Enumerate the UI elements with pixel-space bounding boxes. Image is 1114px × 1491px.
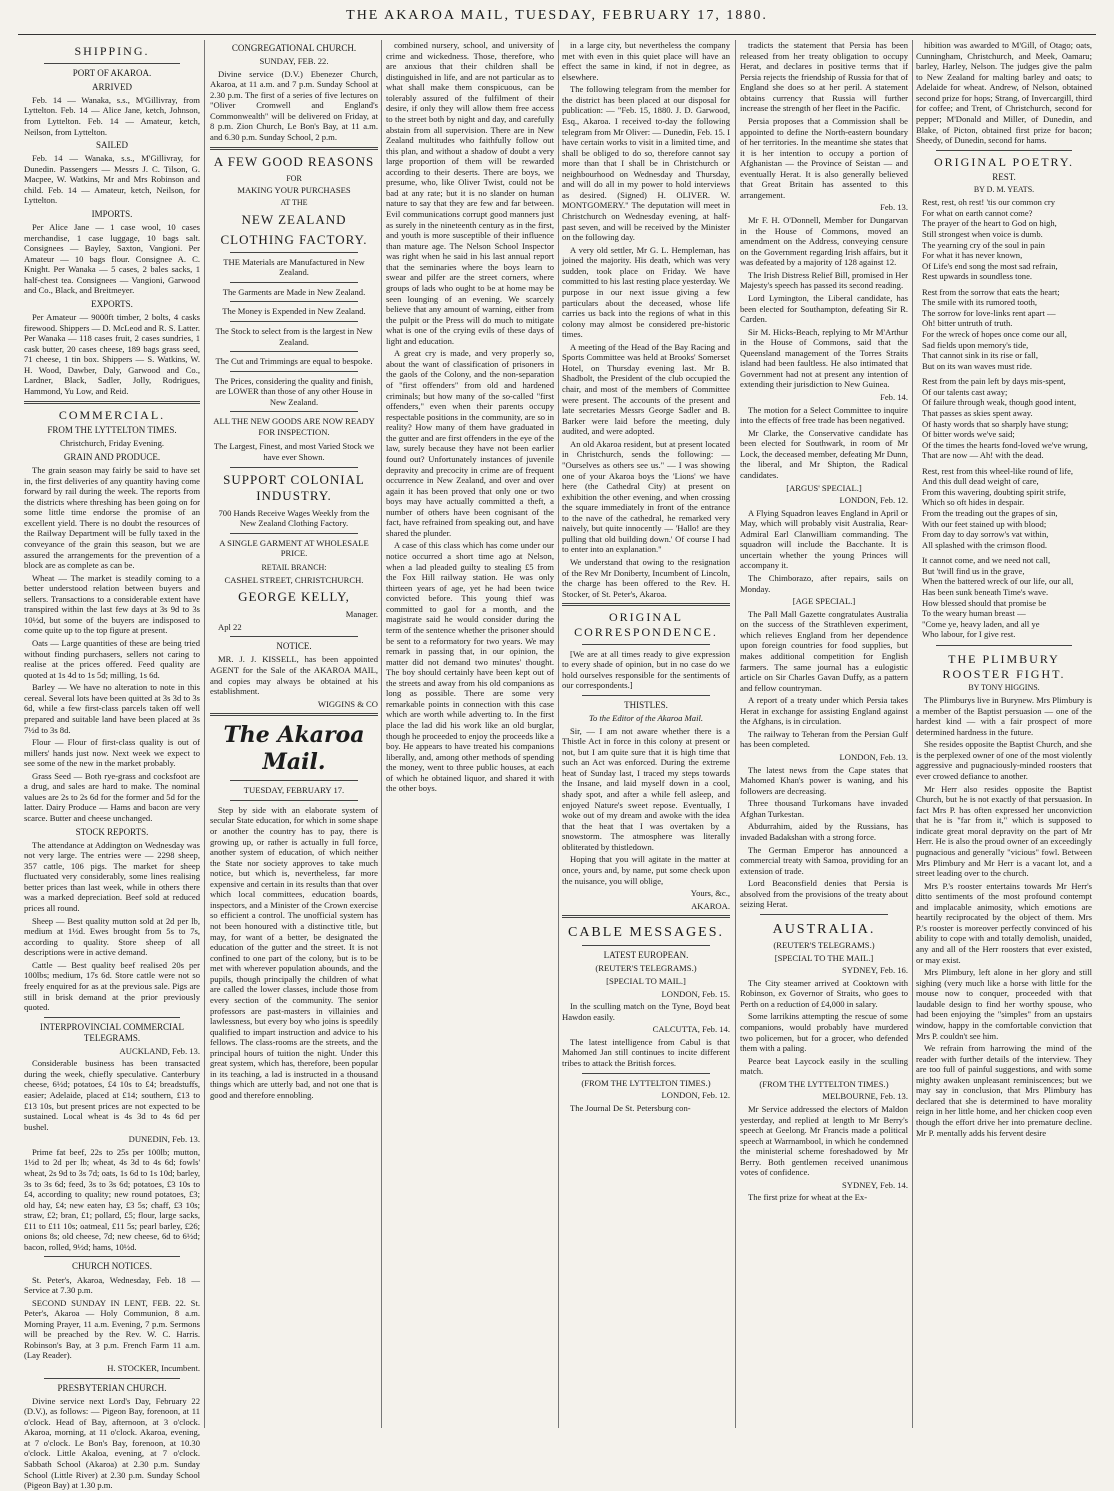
cable-item: Sir M. Hicks-Beach, replying to Mr M'Arthur in the House of Commons, said that the Queensland management of the Torres Straits island had been faultless. He also intimated that Government had not at present any intention of extending their jurisdiction to New Guinea. xyxy=(740,326,908,390)
sailed-text: Feb. 14 — Wanaka, s.s., M'Gillivray, for Dunedin. Passengers — Messrs J. C. Tilson, G. Macpee, W. Watkins, Mr and Mrs Robinson and child. Feb. 14 — Amateur, ketch, Neilson, for Lyttelton. xyxy=(24,153,200,206)
dateline: LONDON, Feb. 13. xyxy=(839,752,908,762)
dateline: MELBOURNE, Feb. 13. xyxy=(822,1091,908,1102)
ad-line: AT THE xyxy=(280,197,308,207)
paper-nameplate: The Akaroa Mail. xyxy=(223,722,365,776)
column-divider xyxy=(735,40,736,1428)
poem-line: Of hasty words that so sharply have stung; xyxy=(922,418,1069,429)
column-6 xyxy=(916,40,1092,1428)
cable-item: The motion for a Select Committee to inquire into the effects of free trade has been negatived. xyxy=(740,404,908,426)
masthead-rule xyxy=(18,34,1096,35)
poem-line: For the wreck of hopes once come our all, xyxy=(922,329,1067,340)
dateline: SUNDAY, FEB. 22. xyxy=(259,56,329,67)
church-signature: H. STOCKER, Incumbent. xyxy=(107,1363,200,1373)
ad-line: FOR xyxy=(286,173,302,183)
source-line: (FROM THE LYTTELTON TIMES.) xyxy=(759,1078,889,1089)
divider xyxy=(210,147,378,150)
letter-signature: Yours, &c., xyxy=(690,888,730,899)
intercol-heading: INTERPROVINCIAL COMMERCIAL TELEGRAMS. xyxy=(40,1021,184,1043)
ad-headline: A FEW GOOD REASONS xyxy=(213,153,375,169)
ad-line: Apl 22 xyxy=(218,621,242,632)
cattle-text: Cattle — Best quality beef realised 20s per 100lbs; medium, 17s 6d. Store cattle were not so freely enquired for as at the previous sale. Pigs are still in brisk demand at the prior previously quoted. xyxy=(24,959,200,1013)
story-text: The Plimburys live in Burynew. Mrs Plimbury is a member of the Baptist persuasion — one of the hardest kind — with a fair prospect of more determined hardness in the future. xyxy=(916,695,1092,737)
dateline: SYDNEY, Feb. 16. xyxy=(842,965,908,976)
cable-item: The Chimborazo, after repairs, sails on Monday. xyxy=(740,573,908,594)
cable-item: Some larrikins attempting the rescue of some companions, would probably have murdered two policemen, but for a grocer, who defended them with a paling. xyxy=(740,1011,908,1054)
poem-stanza xyxy=(916,197,1092,282)
poem-body xyxy=(916,197,1092,640)
correspondence-heading: ORIGINAL CORRESPONDENCE. xyxy=(574,610,718,639)
poem-line: That are now — Ah! with the dead. xyxy=(922,450,1044,461)
auckland-text: Considerable business has been transacted during the week, chiefly speculative. Canterbury cheese, 6½d; potatoes, £4 10s to £4; breadstuffs, easier; Adelaide, placed at £14; southern, £13 to £13 10s, but present prices are not expected to be sustained. Local wheat is 4s 3d to 4s 6d per bushel. xyxy=(24,1058,200,1132)
poem-line: Rest upwards in soundless tone. xyxy=(922,271,1033,282)
cable-item: tradicts the statement that Persia has been released from her treaty obligation to occupy Herat, and declares in positive terms that if Persia rejects the friendship of Russia for that of England she does so at her peril. A statement obtains currency that Russia will further increase the strength of her fleet in the Pacific. xyxy=(740,40,908,114)
divider xyxy=(210,713,378,716)
cable-item: The Irish Distress Relief Bill, promised in Her Majesty's speech has passed its second reading. xyxy=(740,269,908,291)
cable-item: Lord Lymington, the Liberal candidate, has been elected for Southampton, defeating Sir R. Carden. xyxy=(740,292,908,325)
poem-stanza xyxy=(916,287,1092,372)
cable-item: Mr Service addressed the electors of Maldon yesterday, and replied at length to Mr Berry's speech at Geelong. Mr Francis made a political speech at Warrnambool, in which he condemned the ministerial scheme foreshadowed by Mr Berry. Both gentlemen received unanimous votes of confidence. xyxy=(740,1103,908,1178)
dateline: LONDON, Feb. 12. xyxy=(839,495,908,506)
dateline: LONDON, Feb. 12. xyxy=(661,1090,730,1101)
arrived-heading: ARRIVED xyxy=(92,81,132,92)
divider xyxy=(936,645,1072,646)
notice-text: MR. J. J. KISSELL, has been appointed AGENT for the Sale of the AKAROA MAIL, and copies may always be obtained at his establishment. xyxy=(210,654,378,697)
poem-line: Of bitter words we've said; xyxy=(922,429,1015,440)
cable-item: Mr Clarke, the Conservative candidate has been elected for Southwark, in room of Mr Lock, the deceased member, defeating Mr Dunn, the liberal, and Mr Shipton, the Radical candidates. xyxy=(740,427,908,480)
ad-headline: NEW ZEALAND xyxy=(241,211,347,227)
notice-signature: WIGGINS & CO xyxy=(317,698,378,709)
poem-title: REST. xyxy=(992,172,1016,183)
news-item: A very old settler, Mr G. L. Hempleman, has joined the majority. His death, which was very sudden, took place on Friday. We have committed to his last resting place yesterday. We purpose in our next issue giving a few particulars about the deceased, whose life carries us back into the regions of what in this colony may almost be considered pre-historic times. xyxy=(562,244,730,340)
poem-line: To the weary human breast — xyxy=(922,608,1026,619)
cable-item: The Pall Mall Gazette congratulates Australia on the success of the Strathleven experiment, which relieves England from her dependence upon foreign countries for food supplies, but makes additional competition for English farmers. The same journal has a eulogistic article on Sir Charles Gavan Duffy, as a pattern and fellow countryman. xyxy=(740,608,908,693)
dateline: Christchurch, Friday Evening. xyxy=(59,438,165,449)
ad-headline: SUPPORT COLONIAL INDUSTRY. xyxy=(223,471,365,503)
ad-reason: The Cut and Trimmings are equal to bespoke. xyxy=(215,356,373,367)
poem-line: But on its wan waves must ride. xyxy=(922,360,1033,371)
letter-salutation: To the Editor of the Akaroa Mail. xyxy=(588,713,704,724)
poem-line: All splashed with the crimson flood. xyxy=(922,539,1048,550)
sheep-text: Sheep — Best quality mutton sold at 2d per lb, medium at 1½d. Ewes brought from 5s to 7s, according to quality. Store sheep of all descriptions were in active demand. xyxy=(24,915,200,958)
divider xyxy=(582,695,710,696)
poem-line: Who labour, for I give rest. xyxy=(922,629,1016,640)
cable-item: The Journal De St. Petersburg con- xyxy=(570,1102,691,1113)
cable-item: Lord Beaconsfield denies that Persia is absolved from the provisions of the treaty about seizing Herat. xyxy=(740,878,908,910)
poem-line: The yearning cry of the soul in pain xyxy=(922,239,1045,250)
cable-item: Mr F. H. O'Donnell, Member for Dungarvan in the House of Commons, moved an amendment on the Address, conveying censure on the Government regarding Irish affairs, but it was defeated by a majority of 128 against 12. xyxy=(740,215,908,268)
column-divider xyxy=(912,40,913,1428)
exports-text: Per Amateur — 9000ft timber, 2 bolts, 4 casks firewood. Shippers — D. McLeod and R. S. Latter. Per Wanaka — 118 cases fruit, 2 cases sundries, 1 cask butter, 20 cases cheese, 189 bags grass seed, 71 cheese, 1 tin box. Shippers — S. Watkins, W. H. Wood, Dawber, Daly, Garwood and Co., Lardner, Black, Sadler, Jolly, Rodrigues, Hammond, Yu Low, and Reid. xyxy=(24,312,200,396)
flour-text: Flour — Flour of first-class quality is out of millers' hands just now. Next week we expect to see some of the new in the market probably. xyxy=(24,737,200,769)
news-item: The following telegram from the member for the district has been placed at our disposal for publication: — "Feb. 15, 1880. J. D. Garwood, Esq., Akaroa. I received to-day the following telegram from Mr Oliver: — Dunedin, Feb. 15. I have certain works to visit in a limited time, and shall be obliged to do so, therefore cannot say more than that I shall be in Christchurch or neighbourhood on Wednesday and Thursday, and will do all in my power to hold interviews as desired. (Signed) H. OLIVER. W. MONTGOMERY." The deputation will meet in Christchurch on Wednesday evening, at half-past seven, and will be received by the Minister on the following day. xyxy=(562,84,730,243)
poem-line: From this wavering, doubting spirit strife, xyxy=(922,486,1066,497)
divider xyxy=(230,301,358,302)
poem-line: Of our talents cast away; xyxy=(922,386,1008,397)
ad-reason: ALL THE NEW GOODS ARE NOW READY FOR INSPECTION. xyxy=(213,416,375,437)
poetry-heading: ORIGINAL POETRY. xyxy=(933,154,1074,169)
divider xyxy=(44,1378,180,1379)
exports-heading: EXPORTS. xyxy=(91,299,133,309)
divider xyxy=(562,603,730,606)
letter-text: Hoping that you will agitate in the matter at once, yours and, by name, put some check upon the nuisance, you will oblige, xyxy=(562,854,730,886)
news-item: in a large city, but nevertheless the company met with even in this quiet place will have an effect the same in kind, if not in degree, as elsewhere. xyxy=(562,40,730,82)
news-item: A meeting of the Head of the Bay Racing and Sports Committee was held at Brooks' Somerset Hotel, on Thursday evening last. Mr B. Shadbolt, the President of the club occupied the chair, and most of the members of Committee were present. The accounts of the present and late secretaries Messrs George Sadler and B. Barker were laid before the meeting, duly audited, and were adopted. xyxy=(562,341,730,437)
divider xyxy=(230,467,358,468)
arrived-text: Feb. 14 — Wanaka, s.s., M'Gillivray, from Lyttelton. Feb. 14 — Alice Jane, ketch, Johnson, from Lyttelton. Feb. 14 — Amateur, ketch, Neilson, from Lyttelton. xyxy=(24,94,200,137)
poem-line: Rest from the pain left by days mis-spent, xyxy=(922,376,1066,387)
poem-line: The prayer of the heart to God on high, xyxy=(922,218,1057,229)
imports-heading: IMPORTS. xyxy=(91,209,133,219)
poem-line: When the battered wreck of our life, our all, xyxy=(922,576,1074,587)
divider xyxy=(230,321,358,322)
column-divider xyxy=(204,40,205,1428)
poem-line: That cannot sink in its rise or fall, xyxy=(922,350,1038,361)
source-line: [AGE SPECIAL.] xyxy=(792,596,856,607)
source-line: [SPECIAL TO THE MAIL.] xyxy=(774,952,874,963)
australia-heading: AUSTRALIA. xyxy=(772,921,876,937)
cable-item: hibition was awarded to M'Gill, of Otago; oats, Cunningham, Christchurch, and Meek, Oamaru; barley, Harley, Nelson. The judges give the palm to New Zealand for malting barley and oats; to Adelaide for wheat. Andrew, of Nelson, obtained second prize for hops; Strang, of Invercargill, third for coffee; and Trent, of Christchurch, second for pepper; M'Donald and Miller, of Dunedin, and Blake, of Picton, obtained first prize for bacon; Sheedy, of Dunedin, second for hams. xyxy=(916,40,1092,146)
divider xyxy=(230,351,358,352)
dunedin-text: Prime fat beef, 22s to 25s per 100lb; mutton, 1½d to 2d per lb; wheat, 4s 3d to 4s 6d; fowls' wheat, 2s 9d to 3s 7d; oats, 1s 6d to 1s 10d; barley, 3s to 3s 6d; feed, 3s to 3s 6d; potatoes, £3 10s to £4, according to quality; new round potatoes, £3; old hay, £4; new eaten hay, £3 5s; chaff, £3 10s; straw, £2; bran, £1; pollard, £5; flour, large sacks, £11 to £11 10s; oatmeal, £11 5s; pearl barley, £26; onions 8s; old cheese, 7d; new cheese, 6d to 6½d; bacon, rolled, 9½d; hams, 10½d. xyxy=(24,1146,200,1252)
ad-reason: The Stock to select from is the largest in New Zealand. xyxy=(215,325,373,347)
poem-line: Still strongest when voice is dumb. xyxy=(922,228,1043,239)
story-text: Mr Herr also resides opposite the Baptist Church, but he is not exactly of that persuasion. In fact Mrs P. has often expressed her unconviction that he is "far from it," which is supposed to indicate great moral depravity on the part of Mr Herr. He is also the proud owner of an exceedingly pugnacious and generally "vicious" fowl. Between Mrs Plimbury and Mr Herr is a vacant lot, and a street leading over to the church. xyxy=(916,783,1092,879)
source-line: (REUTER'S TELEGRAMS.) xyxy=(773,940,875,951)
poem-line: "Come ye, heavy laden, and all ye xyxy=(922,618,1040,629)
cable-item: The latest news from the Cape states that Mahomed Khan's power is waning, and his followers are decreasing. xyxy=(740,764,908,796)
ad-reason: The Largest, Finest, and most Varied Stock we have ever Shown. xyxy=(213,441,375,463)
poem-line: That passes as skies spent away. xyxy=(922,407,1033,418)
disclaimer: [We are at all times ready to give expression to every shade of opinion, but in no case do we hold ourselves responsible for the sentiments of our correspondents.] xyxy=(562,648,730,691)
column-1 xyxy=(24,40,200,1491)
divider xyxy=(44,1256,180,1257)
column-3 xyxy=(386,40,554,1428)
news-item: An old Akaroa resident, but at present located in Christchurch, sends the following: — "Ourselves as others see us." — I was showing one of your Akaroa boys the 'Lions' we have here (the Cathedral City) at present on exhibition the other evening, and when crossing the square immediately in front of the entrance to the nave of the cathedral, he remarked very naively, but quite innocently — 'Hallo! are they pulling that old building down.' Of course I had to enter into an explanation." xyxy=(562,438,730,555)
grass-text: Grass Seed — Both rye-grass and cocksfoot are a drug, and sales are hard to make. The nominal values are 2s to 2s 6d for the former and 5d for the latter. Dairy Produce — Hams and bacon are very scarce. Butter and cheese unchanged. xyxy=(24,770,200,823)
barley-text: Barley — We have no alteration to note in this cereal. Several lots have been quitted at 3s 3d to 3s 6d, while a few first-class parcels taken off well prepared and suitable land have been placed at 3s 7½d to 3s 8d. xyxy=(24,682,200,735)
column-divider xyxy=(558,40,559,1428)
letter-heading: THISTLES. xyxy=(624,700,668,710)
column-divider xyxy=(381,40,382,1428)
letter-signature: AKAROA. xyxy=(691,900,730,911)
port-heading: PORT OF AKAROA. xyxy=(72,67,152,78)
source-line: FROM THE LYTTELTON TIMES. xyxy=(47,425,177,436)
poem-line: For what it has never known, xyxy=(922,250,1023,261)
stock-text: The attendance at Addington on Wednesday was not very large. The entries were — 2298 sheep, 357 cattle, 106 pigs. The market for sheep fluctuated very considerably, some lines realising better prices than last week, while in others there was a marked depreciation. Beef sold at reduced prices all round. xyxy=(24,839,200,913)
divider xyxy=(562,915,730,918)
subheading: LATEST EUROPEAN. xyxy=(603,950,689,961)
source-line: (FROM THE LYTTELTON TIMES.) xyxy=(581,1077,711,1088)
story-author: BY TONY HIGGINS. xyxy=(968,683,1040,693)
church-heading: CHURCH NOTICES. xyxy=(71,1261,152,1272)
story-text: We refrain from harrowing the mind of the reader with further details of the interview. They are too full of painful suggestions, and with some mighty awaken unpleasant reminiscences; but we may say in conclusion, that Mrs Plimbury has declared that she is determined to have morality reign in her little home, and her chicken coop even though the effort drive her into premature decline. Mr P. mentally adds his fervent desire xyxy=(916,1043,1092,1138)
editorial-text: A case of this class which has come under our notice occurred a short time ago at Nelson, when a lad pleaded guilty to stealing £5 from the Fox Hill railway station. He was only thirteen years of age, yet he had been twice convicted before. This young thief was committed to gaol for a month, and the magistrate said he would consider during the term of the sentence whether the prisoner should be sent to a reformatory for two years. We may remark in passing that, in our opinion, the matter did not demand two minutes' thought. The boy should certainly have been kept out of the streets and away from his old companions as long as possible. There are some very remarkable points in connection with this case which are worth while adverting to. In the first place the lad did his work like an old burglar, though he proceeded to enjoy the proceeds like a boy. He appears to have treated his companions liberally, and, among other methods of spending the money, went to three public houses, at each of which he obtained liquor, and shared it with the other boys. xyxy=(386,540,554,794)
letter-text: Sir, — I am not aware whether there is a Thistle Act in force in this colony at present or not, but I am quite sure that it is high time that such an Act was enforced. During the extreme heat of Sunday last, I traced my steps towards the Insane, and laid myself down in a cool, shady spot, and after a while fell asleep, and enjoyed Nature's sweet repose. Eventually, I woke out of my dream and awoke with the idea that the heat that I was overtaken by a snowstorm. The atmosphere was literally obliterated by thistledown. xyxy=(562,725,730,852)
ad-reason: 700 Hands Receive Wages Weekly from the New Zealand Clothing Factory. xyxy=(218,507,370,529)
divider xyxy=(230,636,358,637)
ad-headline: CLOTHING FACTORY. xyxy=(220,231,368,247)
paper-date: TUESDAY, FEBRUARY 17. xyxy=(243,785,345,796)
poem-line: Rest, rest, oh rest! 'tis our common cry xyxy=(922,197,1056,208)
cong-heading: CONGREGATIONAL CHURCH. xyxy=(231,43,357,53)
ad-reason: A SINGLE GARMENT AT WHOLESALE PRICE. xyxy=(219,537,369,559)
dateline: Feb. 14. xyxy=(880,392,908,402)
story-heading: THE PLIMBURY ROOSTER FIGHT. xyxy=(942,651,1066,681)
divider xyxy=(44,63,180,64)
dateline: AUCKLAND, Feb. 13. xyxy=(119,1045,200,1056)
divider xyxy=(936,150,1072,151)
dateline: Feb. 13. xyxy=(880,202,908,213)
poem-line: How blessed should that promise be xyxy=(922,597,1047,608)
divider xyxy=(44,1017,180,1018)
story-text: Mrs P.'s rooster entertains towards Mr Herr's ditto sentiments of the most profound contempt and implacable animosity, which emotions are heartily reciprocated by the object of them. Mrs P.'s rooster is moreover perfectly convinced of his ability to cope with and totally demolish, unaided, any and all of the Herr roosters that ever existed, or may exist. xyxy=(916,880,1092,965)
divider xyxy=(582,945,710,946)
divider xyxy=(582,1073,710,1074)
divider xyxy=(230,533,358,534)
divider xyxy=(230,282,358,283)
poem-stanza xyxy=(916,555,1092,640)
poem-line: Sad fields upon memory's tide, xyxy=(922,339,1029,350)
story-text: Mrs Plimbury, left alone in her glory and still sighing (very much like a horse with little for the mouse now to conquer, proceeded with that laudable design to find her worthy spouse, who had been enjoying the "simples" from an upstairs window, happy in the comfortable conviction that Mrs P. couldn't see him. xyxy=(916,967,1092,1041)
editorial-text: combined nursery, school, and university of crime and wickedness. Those, therefore, who are anxious that their children shall be distinguished in life, and are not particular as to what shall make them conspicuous, can be tolerably assured of the fulfilment of their desire, if only they will allow them free access to the street both by night and day, and carefully abstain from all supervision. There are in New Zealand multitudes who faithfully follow out this plan, and without a shadow of doubt a very large proportion of them will be rewarded according to their deserts. There are boys, we presume, who, like Oliver Twist, could not be bad at any rate; but it is no slander on human nature to say that they are few and far between. Evil communications corrupt good manners just as surely in the nineteenth century as in the first, and youth is more susceptible of their influence than mature age. The Nelson School Inspector was right when he said in his last annual report that the seminaries where the boys learn to swear and pilfer are the street corners, where groups of lads who ought to be at home may be seen lounging of an evening. We scarcely believe that any amount of warning, either from the pulpit or the Press will do much to mitigate what is one of the crying evils of these days of light and education. xyxy=(386,40,554,346)
notice-heading: NOTICE. xyxy=(276,641,312,652)
poem-line: Oh! bitter untruth of truth. xyxy=(922,318,1013,329)
masthead: THE AKAROA MAIL, TUESDAY, FEBRUARY 17, 1880. xyxy=(346,8,768,23)
cable-item: A report of a treaty under which Persia takes Herat in exchange for assisting England against the Afghans, is in circulation. xyxy=(740,695,908,727)
divider xyxy=(24,401,200,404)
divider xyxy=(230,411,358,412)
cable-item: The railway to Teheran from the Persian Gulf has been completed. xyxy=(740,728,908,750)
cable-item: The City steamer arrived at Cooktown with Robinson, ex Governor of Straits, who goes to Perth on a reduction of £4,000 in salary. xyxy=(740,977,908,1009)
wheat-text: Wheat — The market is steadily coming to a better understood relation between buyers and sellers. Transactions to a considerable extent have transpired within the last few days at 3s 9d to 3s 10½d, but some of the buyers are indisposed to come quite up to the top figure at present. xyxy=(24,572,200,636)
poem-stanza xyxy=(916,376,1092,461)
ad-reason: The Garments are Made in New Zealand. xyxy=(222,286,366,297)
poem-line: It cannot come, and we need not call, xyxy=(922,555,1051,566)
grain-text: The grain season may fairly be said to have set in, the first deliveries of any quantity having come forward by rail during the week. The reports from the districts where threshing has been going on for some little time endorse the promise of an excellent yield. There is no doubt the resources of the Railway Department will be fully taxed in the conveyance of the grain this season, but we are assured the arrangements for the prevention of a block are as complete as can be. xyxy=(24,465,200,571)
ad-reason: The Prices, considering the quality and finish, are LOWER than those of any other House in New Zealand. xyxy=(215,375,373,407)
presby-text: Divine service next Lord's Day, February 22 (D.V.), as follows: — Pigeon Bay, forenoon, at 11 o'clock. Head of Bay, afternoon, at 3 o'clock. Akaroa, morning, at 11 o'clock. Akaroa, evening, at 7 o'clock. Le Bon's Bay, forenoon, at 10.30 o'clock. Little Akaloa, evening, at 7 o'clock. Sabbath School (Akaroa) at 2.30 p.m. Sunday School (Little River) at 2.30 p.m. Sunday School (Pigeon Bay) at 1.30 p.m. xyxy=(24,1395,200,1491)
dateline: CALCUTTA, Feb. 14. xyxy=(652,1024,730,1035)
poem-line: Has been sunk beneath Time's wave. xyxy=(922,586,1049,597)
dateline: DUNEDIN, Feb. 13. xyxy=(128,1134,200,1145)
column-4 xyxy=(562,40,730,1428)
poem-line: Of Life's end song the most sad refrain, xyxy=(922,260,1058,271)
column-2 xyxy=(210,40,378,1428)
poem-line: From day to day sorrow's vat within, xyxy=(922,529,1049,540)
cong-text: Divine service (D.V.) Ebenezer Church, Akaroa, at 11 a.m. and 7 p.m. Sunday School at 2.30 p.m. The first of a series of five lectures on "Oliver Cromwell and England's Commonwealth" will be delivered on Friday, at 8 p.m. Zion Church, Le Bon's Bay, at 11 a.m. and 6.30 p.m. Sunday School, 2 p.m. xyxy=(210,68,378,142)
ad-line: Manager. xyxy=(345,609,378,620)
news-item: We understand that owing to the resignation of the Rev Mr Doniberty, Incumbent of Lincoln, the charge has been offered to the Rev. H. Stocker, of St. Peter's, Akaroa. xyxy=(562,557,730,599)
poem-line: And this dull dead weight of care, xyxy=(922,476,1039,487)
ad-line: RETAIL BRANCH: xyxy=(261,562,327,572)
cable-item: The first prize for wheat at the Ex- xyxy=(748,1192,868,1203)
divider xyxy=(230,371,358,372)
divider xyxy=(230,252,358,253)
source-line: (REUTER'S TELEGRAMS.) xyxy=(595,963,697,974)
source-line: [SPECIAL TO MAIL.] xyxy=(606,976,686,987)
source-line: [ARGUS' SPECIAL.] xyxy=(786,482,862,493)
poem-line: Of the times the hearts fond-loved we've wrung, xyxy=(922,439,1088,450)
ad-line: CASHEL STREET, CHRISTCHURCH. xyxy=(224,574,364,585)
oats-text: Oats — Large quantities of these are being tried without finding purchasers, sellers not caring to realise at the prices offered. Feed quality are quoted at 1s 4d to 1s 5d; milling, 1s 6d. xyxy=(24,638,200,680)
poem-line: Rest, rest from this wheel-like round of life, xyxy=(922,465,1074,476)
cable-item: Persia proposes that a Commission shall be appointed to define the North-eastern boundary of her territories. In the meantime she states that it is her intention to occupy a portion of Afghanistan — the Province of Seistan — and eventually Herat. It is also generally believed that Great Britain has assented to this arrangement. xyxy=(740,115,908,200)
shipping-heading: SHIPPING. xyxy=(74,44,150,58)
poem-stanza xyxy=(916,466,1092,551)
poem-line: Rest from the sorrow that eats the heart; xyxy=(922,286,1060,297)
ad-line: MAKING YOUR PURCHASES xyxy=(237,185,351,196)
dateline: LONDON, Feb. 15. xyxy=(661,988,730,999)
divider xyxy=(582,644,710,645)
poem-line: But 'twill find us in the grave, xyxy=(922,565,1025,576)
divider xyxy=(230,800,358,801)
cable-item: Abdurrahim, aided by the Russians, has invaded Badakshan with a strong force. xyxy=(740,821,908,842)
ad-reason: THE Materials are Manufactured in New Zealand. xyxy=(223,256,365,278)
editorial-text: A great cry is made, and very properly so, about the want of classification of prisoners in the gaols of the Colony, and the non-separation of "first offenders" from old and hardened criminals; but how many of the so-called "first offenders," even when their parents occupy respectable positions in the community, are so in reality? How many of them have graduated in the gutter and are first offenders in the eye of the law, surely because they have not been earlier found out? Unfortunately instances of juvenile depravity and precocity in crime are of frequent occurrence in New Zealand, and over and over again it has been proved that only one or two boys may have actually committed a theft, a number of others have been cognisant of the fact, have refrained from speaking out, and have shared the plunder. xyxy=(386,348,554,538)
editorial-text: Step by side with an elaborate system of secular State education, for which in some shape or another the country has to pay, there is growing up, or rather is actually in full force, another system of education, of which neither the State nor society approves to take much notice, but which is, nevertheless, far more expensive and certain in its results than that over which local committees, education boards, inspectors, and a Minister of the Crown exercise so efficient a control. The unofficial system has not been honoured with a distinctive title, but may, for want of a better, be designated the education of the gutter and the street. It is not confined to one part of the colony, but is to be met with wherever population abounds, and the pupils, though principally the children of what are called the lower classes, include those from every section of the community. The senior professors are past-masters in villainies and lawlessness, but every boy who joins is speedily qualified to impart instruction and advice to his fellows. The class-rooms are the streets, and the principal hours of tuition the night. Under this great system, which has, therefore, been popular in its teaching, a lad is instructed in a thousand things which are utterly bad, and not one that is good and therefore ennobling. xyxy=(210,804,378,1101)
cable-heading: CABLE MESSAGES. xyxy=(567,925,725,941)
ad-headline: GEORGE KELLY, xyxy=(238,589,350,605)
sailed-heading: SAILED xyxy=(96,140,128,151)
divider xyxy=(230,780,358,781)
poem-line: For what on earth cannot come? xyxy=(922,207,1033,218)
cable-item: In the sculling match on the Tyne, Boyd beat Hawdon easily. xyxy=(562,1001,730,1022)
cable-item: The German Emperor has announced a commercial treaty with Samoa, providing for an extension of trade. xyxy=(740,844,908,876)
cable-item: The latest intelligence from Cabul is that Mahomed Jan still continues to incite different tribes to attack the British forces. xyxy=(562,1036,730,1068)
presby-heading: PRESBYTERIAN CHURCH. xyxy=(57,1382,167,1393)
imports-text: Per Alice Jane — 1 case wool, 10 cases merchandise, 1 case luggage, 10 bags salt. Consignees — Bayley, Saxton, Vangioni. Per Amateur — 10 bags flour. Consignee A. C. Knight. Per Wanaka — 5 cases, 2 bales sacks, 1 half-chest tea. Consignees — Vangioni, Garwood and Co., Black, and Breitmeyer. xyxy=(24,222,200,296)
poem-line: From the treading out the grapes of sin, xyxy=(922,508,1058,519)
divider xyxy=(760,914,888,915)
cable-item: A Flying Squadron leaves England in April or May, which will probably visit Australia, Rear-Admiral Earl Clanwilliam commanding. The squadron will include the Bacchante. It is uncertain whether the young Princes will accompany it. xyxy=(740,507,908,571)
poem-line: The smile with its rumored tooth, xyxy=(922,297,1038,308)
poem-author: BY D. M. YEATS. xyxy=(973,185,1035,195)
poem-line: With our feet stained up with blood; xyxy=(922,518,1047,529)
poem-line: Which so oft hides in despair. xyxy=(922,497,1025,508)
church-text: St. Peter's, Akaroa, Wednesday, Feb. 18 — Service at 7.30 p.m. xyxy=(24,1274,200,1296)
grain-heading: GRAIN AND PRODUCE. xyxy=(63,451,161,462)
cable-item: Three thousand Turkomans have invaded Afghan Turkestan. xyxy=(740,798,908,819)
church-text: SECOND SUNDAY IN LENT, FEB. 22. St. Peter's, Akaroa — Holy Communion, 8 a.m. Morning Prayer, 11 a.m. Evening, 7 p.m. Sermons will be preached by the Rev. W. C. Harris. Robinson's Bay, at 3 p.m. French Farm 11 a.m. (Lay Reader). xyxy=(24,1297,200,1361)
ad-reason: The Money is Expended in New Zealand. xyxy=(222,306,366,317)
stock-heading: STOCK REPORTS. xyxy=(75,826,149,837)
cable-item: Pearce beat Laycock easily in the sculling match. xyxy=(740,1055,908,1077)
poem-line: The sorrow for love-links rent apart — xyxy=(922,307,1056,318)
commercial-heading: COMMERCIAL. xyxy=(58,407,166,422)
column-5 xyxy=(740,40,908,1428)
dateline: SYDNEY, Feb. 14. xyxy=(842,1179,908,1190)
poem-line: Of failure through weak, though good intent, xyxy=(922,397,1077,408)
story-text: She resides opposite the Baptist Church, and she is the perplexed owner of one of the most violently aggressive and pugnaciously-minded roosters that ever crowed defiance to another. xyxy=(916,739,1092,782)
